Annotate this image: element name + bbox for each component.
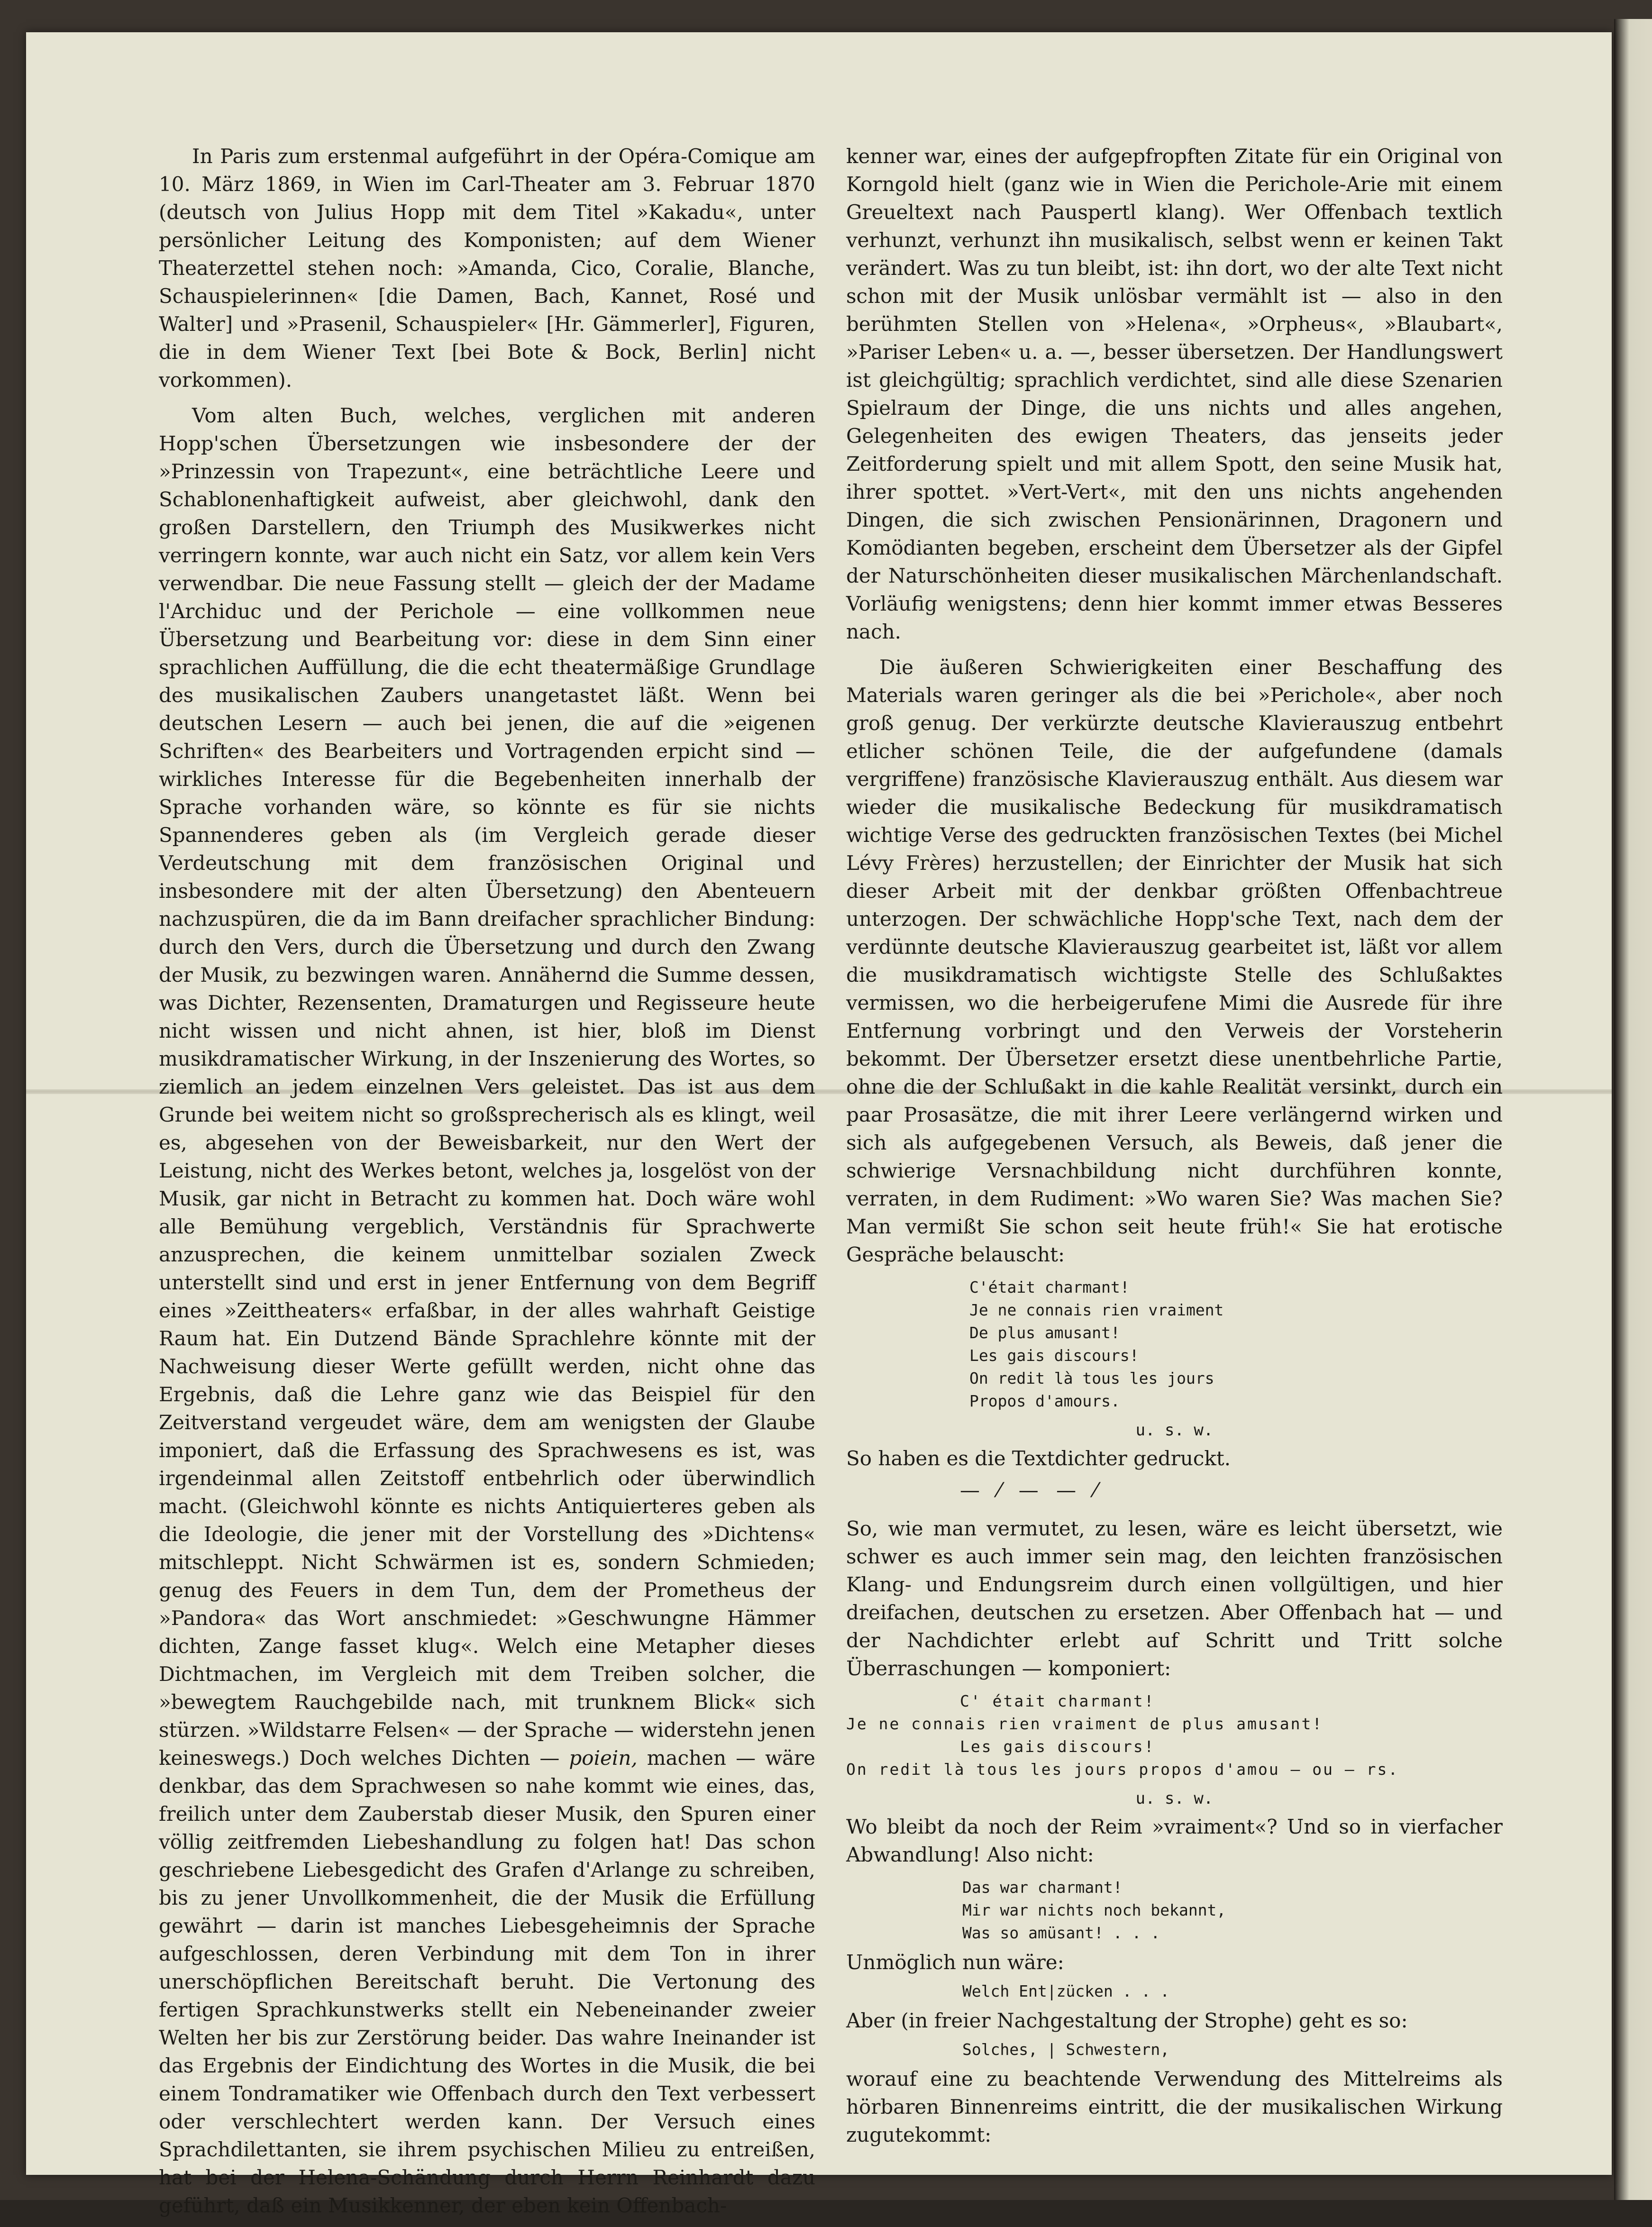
left-text-column xyxy=(159,142,815,2227)
verse-line: On redit là tous les jours xyxy=(969,1369,1214,1387)
usw-marker: u. s. w. xyxy=(1135,1789,1214,1808)
usw-marker: u. s. w. xyxy=(1135,1421,1214,1440)
binnenreim-paragraph: worauf eine zu beachtende Verwendung des Mittelreims als hörbaren Binnenreims eintritt, die der musikalischen Wirkung zugutekommt: xyxy=(846,2067,1503,2146)
reim-paragraph: Wo bleibt da noch der Reim »vraiment«? Und so in vierfacher Abwandlung! Also nicht: xyxy=(846,1815,1503,1866)
old-book-text-tail: machen — wäre denkbar, das dem Sprachwesen so nahe kommt wie eines, das, freilich unter dem Zauberstab dieser Musik, den Spuren einer völlig zeitfremden Liebeshandlung zu folgen hat! Das schon geschriebene Liebesgedicht des Grafen d'Arlange zu schreiben, bis zu jener Unvollkommenheit, die der Musik die Erfüllung gewährt — darin ist manches Liebesgeheimnis der Sprache aufgeschlossen, deren Verbindung mit dem Ton in ihrer unerschöpflichen Bereitschaft beruht. Die Vertonung des fertigen Sprachkunstwerks stellt ein Nebeneinander zweier Welten her bis zur Zerstörung beider. Das wahre Ineinander ist das Ergebnis der Eindichtung des Wortes in die Musik, die bei einem Tondramatiker wie Offenbach durch den Text verbessert oder verschlechtert werden kann. Der Versuch eines Sprachdilettanten, sie ihrem psychischen Milieu zu entreißen, hat bei der Helena-Schändung durch Herrn Reinhardt dazu geführt, daß ein Musikkenner, der eben kein Offenbach- xyxy=(159,1746,816,2217)
verse-line: Les gais discours! xyxy=(969,1346,1139,1365)
verse-line: Was so amüsant! . . . xyxy=(962,1924,1160,1942)
poiein-italic: poiein, xyxy=(569,1746,638,1770)
verse-schwestern: Solches, | Schwestern, xyxy=(962,2040,1170,2059)
meter-dashes: — ⁄ — — ⁄ xyxy=(960,1479,1103,1502)
verse-line: C'était charmant! xyxy=(969,1278,1130,1296)
right-text-column xyxy=(846,142,1503,2156)
premiere-paragraph: In Paris zum erstenmal aufgeführt in der Opéra-Comique am 10. März 1869, in Wien im Carl-Theater am 3. Februar 1870 (deutsch von Julius Hopp mit dem Titel »Kakadu«, unter persönlicher Leitung des Komponisten; auf dem Wiener Theaterzettel stehen noch: »Amanda, Cico, Coralie, Blanche, Schauspielerinnen« [die Damen, Bach, Kannet, Rosé und Walter] und »Prasenil, Schauspieler« [Hr. Gämmerler], Figuren, die in dem Wiener Text [bei Bote & Bock, Berlin] nicht vorkommen). xyxy=(159,145,815,392)
verse-line: Les gais discours! xyxy=(960,1737,1155,1756)
old-book-text: Vom alten Buch, welches, verglichen mit anderen Hopp'schen Übersetzungen wie insbesondere der der »Prinzessin von Trapezunt«, eine beträchtliche Leere und Schablonenhaftigkeit aufweist, aber gleichwohl, dank den großen Darstellern, den Triumph des Musikwerkes nicht verringern konnte, war auch nicht ein Satz, vor allem kein Vers verwendbar. Die neue Fassung stellt — gleich der der Madame l'Archiduc und der Perichole — eine vollkommen neue Übersetzung und Bearbeitung vor: diese in dem Sinn einer sprachlichen Auffüllung, die die echt theatermäßige Grundlage des musikalischen Zaubers unangetastet läßt. Wenn bei deutschen Lesern — auch bei jenen, die auf die »eigenen Schriften« des Bearbeiters und Vortragenden erpicht sind — wirkliches Interesse für die Begebenheiten innerhalb der Sprache vorhanden wäre, so könnte es für sie nichts Spannenderes geben als (im Vergleich gerade dieser Verdeutschung mit dem französischen Original und insbesondere mit der alten Übersetzung) den Abenteuern nachzuspüren, die da im Bann dreifacher sprachlicher Bindung: durch den Vers, durch die Übersetzung und durch den Zwang der Musik, zu bezwingen waren. Annähernd die Summe dessen, was Dichter, Rezensenten, Dramaturgen und Regisseure heute nicht wissen und nicht ahnen, ist hier, bloß im Dienst musikdramatischer Wirkung, in der Inszenierung des Wortes, so ziemlich an jedem einzelnen Vers geleistet. Das ist aus dem Grunde bei weitem nicht so großsprecherisch als es klingt, weil es, abgesehen von der Beweisbarkeit, nur den Wert der Leistung, nicht des Werkes betont, welches ja, losgelöst von der Musik, gar nicht in Betracht zu kommen hat. Doch wäre wohl alle Bemühung vergeblich, Verständnis für Sprachwerte anzusprechen, die keinem unmittelbar sozialen Zweck unterstellt sind und erst in jener Entfernung von dem Begriff eines »Zeittheaters« erfaßbar, in der alles wahrhaft Geistige Raum hat. Ein Dutzend Bände Sprachlehre könnte mit der Nachweisung dieser Werte gefüllt werden, nicht ohne das Ergebnis, daß die Lehre ganz wie das Beispiel für den Zeitverstand vergeudet wäre, dem am wenigsten der Glaube imponiert, daß die Erfassung des Sprachwesens es ist, was irgendeinmal allen Zeitstoff entbehrlich oder überwindlich macht. (Gleichwohl könnte es nichts Antiquierteres geben als die Ideologie, die jener mit der Vorstellung des »Dichtens« mitschleppt. Nicht Schwärmen ist es, sondern Schmieden; genug des Feuers in dem Tun, dem der Prometheus der »Pandora« das Wort anschmiedet: »Geschwungne Hämmer dichten, Zange fasset klug«. Welch eine Metapher dieses Dichtmachen, im Vergleich mit dem Treiben solcher, die »bewegtem Rauchgebilde nach, mit trunknem Blick« sich stürzen. »Wildstarre Felsen« — der Sprache — widerstehn jenen keineswegs.) Doch welches Dichten — xyxy=(159,404,815,1770)
german-verse-rejected xyxy=(846,1876,1503,1944)
verse-line: Das war charmant! xyxy=(962,1878,1123,1897)
verse-entzuecken: Welch Ent|zücken . . . xyxy=(962,1982,1170,2000)
verse-line: De plus amusant! xyxy=(969,1323,1120,1342)
strophe-line: Aber (in freier Nachgestaltung der Strophe) geht es so: xyxy=(846,2009,1408,2032)
material-paragraph: Die äußeren Schwierigkeiten einer Beschaffung des Materials waren geringer als die bei »Perichole«, aber noch groß genug. Der verkürzte deutsche Klavierauszug entbehrt etlicher schönen Teile, die der aufgefundene (damals vergriffene) französische Klavierauszug enthält. Aus diesem war wieder die musikalische Bedeckung für musikdramatisch wichtige Verse des gedruckten französischen Textes (bei Michel Lévy Frères) herzustellen; der Einrichter der Musik hat sich dieser Arbeit mit der denkbar größten Offenbachtreue unterzogen. Der schwächliche Hopp'sche Text, nach dem der verdünnte deutsche Klavierauszug gearbeitet ist, läßt vor allem die musikdramatisch wichtigste Stelle des Schlußaktes vermissen, wo die herbeigerufene Mimi die Ausrede für ihre Entfernung vorbringt und den Verweis der Vorsteherin bekommt. Der Übersetzer ersetzt diese unentbehrliche Partie, ohne die der Schlußakt in die kahle Realität versinkt, durch ein paar Prosasätze, die mit ihrer Leere verlängernd wirken und sich als aufgegebenen Versuch, als Beweis, daß jener die schwierige Versnachbildung nicht durchführen konnte, verraten, in dem Rudiment: »Wo waren Sie? Was machen Sie? Man vermißt Sie schon seit heute früh!« Sie hat erotische Gespräche belauscht: xyxy=(846,656,1503,1266)
continuation-paragraph: kenner war, eines der aufgepfropften Zitate für ein Original von Korngold hielt (ganz wie in Wien die Perichole-Arie mit einem Greueltext nach Pauspertl klang). Wer Offenbach textlich verhunzt, verhunzt ihn musikalisch, selbst wenn er keinen Takt verändert. Was zu tun bleibt, ist: ihn dort, wo der alte Text nicht schon mit der Musik unlösbar vermählt ist — also in den berühmten Stellen von »Helena«, »Orpheus«, »Blaubart«, »Pariser Leben« u. a. —, besser übersetzen. Der Handlungswert ist gleichgültig; sprachlich verdichtet, sind alle diese Szenarien Spielraum der Dinge, die uns nichts und alles angehen, Gelegenheiten des ewigen Theaters, das jenseits jeder Zeitforderung spielt und mit allem Spott, den seine Musik hat, ihrer spottet. »Vert-Vert«, mit den uns nichts angehenden Dingen, die sich zwischen Pensionärinnen, Dragonern und Komödianten begeben, erscheint dem Übersetzer als der Gipfel der Naturschönheiten dieser musikalischen Märchenlandschaft. Vorläufig wenigstens; denn hier kommt immer etwas Besseres nach. xyxy=(846,145,1503,643)
verse-line: C' était charmant! xyxy=(960,1692,1155,1710)
verse-line: Mir war nichts noch bekannt, xyxy=(962,1901,1226,1919)
verse-line: Propos d'amours. xyxy=(969,1392,1120,1410)
french-verse-printed xyxy=(846,1276,1503,1413)
verse-line: On redit là tous les jours propos d'amou — ou — rs. xyxy=(846,1760,1399,1779)
verse-line: Je ne connais rien vraiment xyxy=(969,1301,1224,1319)
translation-paragraph: So, wie man vermutet, zu lesen, wäre es leicht übersetzt, wie schwer es auch immer sein mag, den leichten französischen Klang- und Endungsreim durch einen vollgültigen, und hier dreifachen, deutschen zu ersetzen. Aber Offenbach hat — und der Nachdichter erlebt auf Schritt und Tritt solche Überraschungen — komponiert: xyxy=(846,1517,1503,1680)
old-book-paragraph xyxy=(159,402,815,2219)
adjacent-page-edge xyxy=(1614,19,1652,2200)
textdichter-line: So haben es die Textdichter gedruckt. xyxy=(846,1447,1231,1470)
unmoeglich-line: Unmöglich nun wäre: xyxy=(846,1951,1064,1974)
verse-line: Je ne connais rien vraiment de plus amusant! xyxy=(846,1715,1323,1733)
french-verse-composed xyxy=(846,1690,1503,1781)
